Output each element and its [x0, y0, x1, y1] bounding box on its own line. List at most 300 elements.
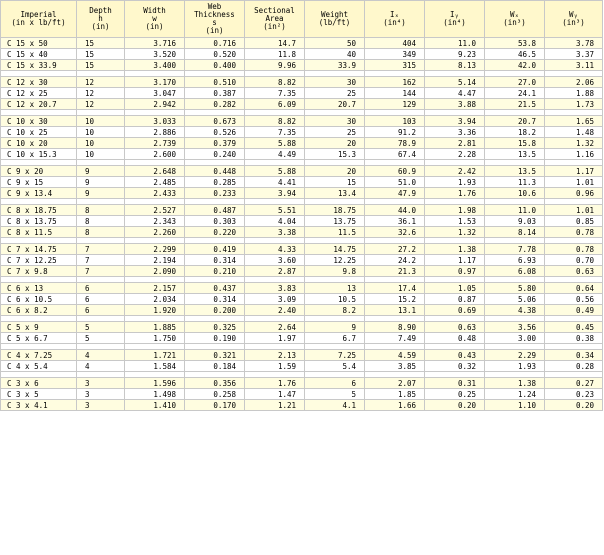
cell-imperial: C 9 x 15 — [1, 177, 77, 188]
cell-weight: 33.9 — [305, 60, 365, 71]
cell-depth: 12 — [77, 99, 125, 110]
column-header-line: Web — [207, 2, 222, 11]
cell-weight: 14.75 — [305, 244, 365, 255]
table-row — [1, 350, 603, 361]
cell-weight: 50 — [305, 38, 365, 49]
cell-web-thickness: 0.387 — [185, 88, 245, 99]
cell-imperial: C 10 x 30 — [1, 116, 77, 127]
column-header-line: (in) — [205, 26, 224, 35]
cell-sectional-area: 2.64 — [245, 322, 305, 333]
cell-iy: 1.17 — [425, 255, 485, 266]
cell-iy: 4.47 — [425, 88, 485, 99]
cell-width: 2.260 — [125, 227, 185, 238]
cell-imperial: C 12 x 20.7 — [1, 99, 77, 110]
cell-imperial: C 15 x 40 — [1, 49, 77, 60]
cell-wx: 1.24 — [485, 389, 545, 400]
cell-web-thickness: 0.487 — [185, 205, 245, 216]
cell-width: 3.716 — [125, 38, 185, 49]
column-header-line: (in) — [91, 22, 110, 31]
cell-sectional-area: 3.38 — [245, 227, 305, 238]
cell-ix: 7.49 — [365, 333, 425, 344]
cell-depth: 3 — [77, 389, 125, 400]
cell-ix: 349 — [365, 49, 425, 60]
table-header — [1, 1, 603, 38]
cell-web-thickness: 0.170 — [185, 400, 245, 411]
cell-iy: 5.14 — [425, 77, 485, 88]
cell-weight: 13.75 — [305, 216, 365, 227]
table-row — [1, 188, 603, 199]
column-header-sectional-area — [245, 1, 305, 38]
cell-imperial: C 10 x 20 — [1, 138, 77, 149]
cell-wx: 10.6 — [485, 188, 545, 199]
cell-web-thickness: 0.285 — [185, 177, 245, 188]
cell-depth: 9 — [77, 166, 125, 177]
cell-sectional-area: 1.59 — [245, 361, 305, 372]
cell-ix: 60.9 — [365, 166, 425, 177]
cell-ix: 27.2 — [365, 244, 425, 255]
cell-width: 2.090 — [125, 266, 185, 277]
cell-depth: 12 — [77, 88, 125, 99]
cell-weight: 4.1 — [305, 400, 365, 411]
cell-depth: 6 — [77, 283, 125, 294]
column-header-line: s — [212, 18, 217, 27]
cell-iy: 0.31 — [425, 378, 485, 389]
cell-ix: 2.07 — [365, 378, 425, 389]
cell-width: 3.047 — [125, 88, 185, 99]
table-row — [1, 389, 603, 400]
cell-web-thickness: 0.240 — [185, 149, 245, 160]
cell-iy: 0.20 — [425, 400, 485, 411]
cell-sectional-area: 1.76 — [245, 378, 305, 389]
cell-ix: 47.9 — [365, 188, 425, 199]
cell-imperial: C 4 x 5.4 — [1, 361, 77, 372]
cell-width: 2.600 — [125, 149, 185, 160]
cell-ix: 315 — [365, 60, 425, 71]
cell-sectional-area: 4.41 — [245, 177, 305, 188]
cell-iy: 1.53 — [425, 216, 485, 227]
cell-sectional-area: 3.60 — [245, 255, 305, 266]
cell-web-thickness: 0.356 — [185, 378, 245, 389]
cell-wx: 6.93 — [485, 255, 545, 266]
cell-web-thickness: 0.220 — [185, 227, 245, 238]
cell-sectional-area: 5.51 — [245, 205, 305, 216]
cell-width: 1.920 — [125, 305, 185, 316]
cell-ix: 32.6 — [365, 227, 425, 238]
cell-imperial: C 5 x 9 — [1, 322, 77, 333]
column-header-width — [125, 1, 185, 38]
table-row — [1, 60, 603, 71]
column-header-line: Area — [265, 14, 284, 23]
cell-width: 3.400 — [125, 60, 185, 71]
cell-width: 2.299 — [125, 244, 185, 255]
cell-imperial: C 4 x 7.25 — [1, 350, 77, 361]
cell-wx: 11.0 — [485, 205, 545, 216]
cell-wy: 1.01 — [545, 177, 603, 188]
cell-imperial: C 6 x 13 — [1, 283, 77, 294]
table-row — [1, 227, 603, 238]
cell-width: 2.485 — [125, 177, 185, 188]
cell-web-thickness: 0.673 — [185, 116, 245, 127]
table-row — [1, 99, 603, 110]
cell-depth: 10 — [77, 138, 125, 149]
cell-weight: 15 — [305, 177, 365, 188]
cell-wy: 0.63 — [545, 266, 603, 277]
cell-web-thickness: 0.200 — [185, 305, 245, 316]
cell-depth: 10 — [77, 127, 125, 138]
cell-wy: 0.96 — [545, 188, 603, 199]
cell-width: 3.033 — [125, 116, 185, 127]
cell-sectional-area: 2.13 — [245, 350, 305, 361]
cell-wx: 53.8 — [485, 38, 545, 49]
cell-weight: 9 — [305, 322, 365, 333]
cell-depth: 8 — [77, 216, 125, 227]
cell-web-thickness: 0.510 — [185, 77, 245, 88]
table-row — [1, 255, 603, 266]
cell-wx: 15.8 — [485, 138, 545, 149]
cell-web-thickness: 0.321 — [185, 350, 245, 361]
column-header-depth — [77, 1, 125, 38]
cell-width: 2.942 — [125, 99, 185, 110]
cell-imperial: C 3 x 4.1 — [1, 400, 77, 411]
cell-web-thickness: 0.716 — [185, 38, 245, 49]
cell-imperial: C 12 x 30 — [1, 77, 77, 88]
cell-depth: 15 — [77, 49, 125, 60]
cell-iy: 3.36 — [425, 127, 485, 138]
cell-wy: 0.38 — [545, 333, 603, 344]
cell-ix: 1.66 — [365, 400, 425, 411]
cell-wx: 9.03 — [485, 216, 545, 227]
cell-wy: 0.78 — [545, 244, 603, 255]
cell-weight: 13 — [305, 283, 365, 294]
cell-wy: 0.78 — [545, 227, 603, 238]
table-body — [1, 38, 603, 411]
cell-iy: 0.87 — [425, 294, 485, 305]
cell-imperial: C 8 x 18.75 — [1, 205, 77, 216]
cell-wy: 0.70 — [545, 255, 603, 266]
cell-depth: 9 — [77, 177, 125, 188]
cell-sectional-area: 4.49 — [245, 149, 305, 160]
table-row — [1, 77, 603, 88]
cell-wy: 0.23 — [545, 389, 603, 400]
column-header-line: Imperial — [20, 10, 57, 19]
cell-iy: 0.48 — [425, 333, 485, 344]
cell-ix: 36.1 — [365, 216, 425, 227]
header-row — [1, 1, 603, 38]
cell-imperial: C 7 x 9.8 — [1, 266, 77, 277]
cell-sectional-area: 6.09 — [245, 99, 305, 110]
cell-web-thickness: 0.233 — [185, 188, 245, 199]
cell-web-thickness: 0.325 — [185, 322, 245, 333]
cell-sectional-area: 7.35 — [245, 88, 305, 99]
cell-web-thickness: 0.437 — [185, 283, 245, 294]
cell-wx: 5.06 — [485, 294, 545, 305]
cell-web-thickness: 0.258 — [185, 389, 245, 400]
cell-wy: 0.45 — [545, 322, 603, 333]
cell-ix: 3.85 — [365, 361, 425, 372]
column-header-ix — [365, 1, 425, 38]
cell-iy: 1.05 — [425, 283, 485, 294]
cell-ix: 4.59 — [365, 350, 425, 361]
cell-ix: 103 — [365, 116, 425, 127]
cell-depth: 10 — [77, 149, 125, 160]
cell-wx: 8.14 — [485, 227, 545, 238]
cell-sectional-area: 8.82 — [245, 116, 305, 127]
column-header-line: (in²) — [263, 22, 286, 31]
cell-ix: 162 — [365, 77, 425, 88]
cell-weight: 18.75 — [305, 205, 365, 216]
cell-imperial: C 6 x 8.2 — [1, 305, 77, 316]
cell-imperial: C 8 x 13.75 — [1, 216, 77, 227]
cell-wy: 1.88 — [545, 88, 603, 99]
column-header-wx — [485, 1, 545, 38]
cell-ix: 8.90 — [365, 322, 425, 333]
cell-wy: 0.34 — [545, 350, 603, 361]
cell-imperial: C 6 x 10.5 — [1, 294, 77, 305]
column-header-line: w — [152, 14, 157, 23]
cell-iy: 1.32 — [425, 227, 485, 238]
cell-web-thickness: 0.282 — [185, 99, 245, 110]
cell-wy: 3.11 — [545, 60, 603, 71]
cell-sectional-area: 3.09 — [245, 294, 305, 305]
cell-wx: 2.29 — [485, 350, 545, 361]
cell-depth: 8 — [77, 227, 125, 238]
cell-wx: 27.0 — [485, 77, 545, 88]
cell-weight: 13.4 — [305, 188, 365, 199]
cell-imperial: C 3 x 5 — [1, 389, 77, 400]
column-header-line: Weight — [320, 10, 349, 19]
cell-sectional-area: 5.88 — [245, 138, 305, 149]
cell-web-thickness: 0.314 — [185, 255, 245, 266]
cell-iy: 3.94 — [425, 116, 485, 127]
cell-weight: 20 — [305, 138, 365, 149]
cell-iy: 0.63 — [425, 322, 485, 333]
table-row — [1, 322, 603, 333]
cell-ix: 21.3 — [365, 266, 425, 277]
cell-web-thickness: 0.526 — [185, 127, 245, 138]
cell-width: 2.034 — [125, 294, 185, 305]
cell-iy: 0.97 — [425, 266, 485, 277]
cell-depth: 5 — [77, 322, 125, 333]
table-row — [1, 205, 603, 216]
cell-weight: 20.7 — [305, 99, 365, 110]
cell-ix: 78.9 — [365, 138, 425, 149]
cell-sectional-area: 2.87 — [245, 266, 305, 277]
cell-wx: 13.5 — [485, 149, 545, 160]
cell-wy: 3.78 — [545, 38, 603, 49]
cell-depth: 7 — [77, 266, 125, 277]
table-row — [1, 333, 603, 344]
cell-weight: 30 — [305, 116, 365, 127]
cell-weight: 15.3 — [305, 149, 365, 160]
cell-depth: 6 — [77, 294, 125, 305]
cell-iy: 2.42 — [425, 166, 485, 177]
cell-sectional-area: 11.8 — [245, 49, 305, 60]
column-header-line: h — [98, 14, 103, 23]
cell-wx: 24.1 — [485, 88, 545, 99]
column-header-line: Width — [143, 6, 166, 15]
column-header-line: Sectional — [254, 6, 295, 15]
cell-wy: 1.01 — [545, 205, 603, 216]
table-row — [1, 283, 603, 294]
column-header-wy — [545, 1, 603, 38]
cell-ix: 67.4 — [365, 149, 425, 160]
cell-weight: 7.25 — [305, 350, 365, 361]
cell-sectional-area: 4.33 — [245, 244, 305, 255]
cell-sectional-area: 7.35 — [245, 127, 305, 138]
cell-wy: 1.73 — [545, 99, 603, 110]
cell-iy: 9.23 — [425, 49, 485, 60]
cell-web-thickness: 0.400 — [185, 60, 245, 71]
cell-web-thickness: 0.419 — [185, 244, 245, 255]
cell-wy: 2.06 — [545, 77, 603, 88]
cell-imperial: C 15 x 33.9 — [1, 60, 77, 71]
cell-ix: 24.2 — [365, 255, 425, 266]
cell-weight: 10.5 — [305, 294, 365, 305]
cell-wx: 1.38 — [485, 378, 545, 389]
cell-wx: 5.80 — [485, 283, 545, 294]
cell-web-thickness: 0.379 — [185, 138, 245, 149]
cell-ix: 15.2 — [365, 294, 425, 305]
cell-wx: 6.08 — [485, 266, 545, 277]
cell-wx: 42.0 — [485, 60, 545, 71]
cell-sectional-area: 2.40 — [245, 305, 305, 316]
cell-sectional-area: 5.88 — [245, 166, 305, 177]
cell-wy: 3.37 — [545, 49, 603, 60]
cell-wy: 0.85 — [545, 216, 603, 227]
cell-depth: 15 — [77, 38, 125, 49]
cell-sectional-area: 3.83 — [245, 283, 305, 294]
cell-iy: 1.93 — [425, 177, 485, 188]
cell-width: 2.527 — [125, 205, 185, 216]
column-header-weight — [305, 1, 365, 38]
table-row — [1, 149, 603, 160]
cell-width: 1.750 — [125, 333, 185, 344]
cell-iy: 8.13 — [425, 60, 485, 71]
cell-sectional-area: 9.96 — [245, 60, 305, 71]
table-row — [1, 177, 603, 188]
cell-width: 2.433 — [125, 188, 185, 199]
cell-weight: 25 — [305, 88, 365, 99]
cell-wy: 0.49 — [545, 305, 603, 316]
cell-sectional-area: 1.21 — [245, 400, 305, 411]
cell-imperial: C 12 x 25 — [1, 88, 77, 99]
table-row — [1, 400, 603, 411]
cell-weight: 5.4 — [305, 361, 365, 372]
cell-depth: 7 — [77, 255, 125, 266]
cell-width: 2.157 — [125, 283, 185, 294]
table-row — [1, 244, 603, 255]
cell-sectional-area: 4.04 — [245, 216, 305, 227]
cell-width: 2.648 — [125, 166, 185, 177]
cell-iy: 1.38 — [425, 244, 485, 255]
cell-iy: 0.69 — [425, 305, 485, 316]
table-row — [1, 138, 603, 149]
cell-wx: 18.2 — [485, 127, 545, 138]
cell-width: 2.739 — [125, 138, 185, 149]
cell-width: 3.520 — [125, 49, 185, 60]
cell-width: 1.721 — [125, 350, 185, 361]
cell-width: 2.343 — [125, 216, 185, 227]
table-row — [1, 116, 603, 127]
cell-imperial: C 3 x 6 — [1, 378, 77, 389]
cell-width: 1.410 — [125, 400, 185, 411]
cell-ix: 17.4 — [365, 283, 425, 294]
table-row — [1, 305, 603, 316]
column-header-line: (in x lb/ft) — [11, 18, 66, 27]
cell-depth: 12 — [77, 77, 125, 88]
table-row — [1, 361, 603, 372]
cell-imperial: C 9 x 20 — [1, 166, 77, 177]
cell-weight: 25 — [305, 127, 365, 138]
cell-wy: 1.48 — [545, 127, 603, 138]
cell-depth: 5 — [77, 333, 125, 344]
cell-imperial: C 10 x 15.3 — [1, 149, 77, 160]
cell-weight: 20 — [305, 166, 365, 177]
cell-weight: 9.8 — [305, 266, 365, 277]
column-header-imperial — [1, 1, 77, 38]
column-header-line: Iᵧ — [449, 10, 460, 19]
cell-iy: 1.76 — [425, 188, 485, 199]
cell-weight: 8.2 — [305, 305, 365, 316]
cell-sectional-area: 1.47 — [245, 389, 305, 400]
cell-ix: 51.0 — [365, 177, 425, 188]
column-header-line: (in⁴) — [443, 18, 466, 27]
cell-weight: 30 — [305, 77, 365, 88]
column-header-line: Wₓ — [509, 10, 520, 19]
cell-width: 1.596 — [125, 378, 185, 389]
table-row — [1, 216, 603, 227]
cell-ix: 91.2 — [365, 127, 425, 138]
cell-width: 1.498 — [125, 389, 185, 400]
table-row — [1, 266, 603, 277]
cell-wx: 4.38 — [485, 305, 545, 316]
cell-wx: 46.5 — [485, 49, 545, 60]
cell-width: 2.194 — [125, 255, 185, 266]
cell-width: 3.170 — [125, 77, 185, 88]
cell-weight: 40 — [305, 49, 365, 60]
cell-imperial: C 5 x 6.7 — [1, 333, 77, 344]
cell-iy: 0.25 — [425, 389, 485, 400]
cell-iy: 3.88 — [425, 99, 485, 110]
table-row — [1, 49, 603, 60]
cell-width: 1.584 — [125, 361, 185, 372]
table-row — [1, 378, 603, 389]
cell-depth: 9 — [77, 188, 125, 199]
cell-sectional-area: 1.97 — [245, 333, 305, 344]
table-row — [1, 294, 603, 305]
cell-ix: 129 — [365, 99, 425, 110]
column-header-line: (in³) — [503, 18, 526, 27]
cell-depth: 4 — [77, 361, 125, 372]
cell-width: 2.886 — [125, 127, 185, 138]
cell-iy: 0.43 — [425, 350, 485, 361]
cell-imperial: C 10 x 25 — [1, 127, 77, 138]
cell-sectional-area: 8.82 — [245, 77, 305, 88]
cell-wx: 3.00 — [485, 333, 545, 344]
cell-weight: 12.25 — [305, 255, 365, 266]
cell-wx: 1.10 — [485, 400, 545, 411]
cell-ix: 144 — [365, 88, 425, 99]
cell-depth: 10 — [77, 116, 125, 127]
cell-imperial: C 15 x 50 — [1, 38, 77, 49]
column-header-line: (in) — [145, 22, 164, 31]
cell-imperial: C 7 x 12.25 — [1, 255, 77, 266]
cell-wx: 11.3 — [485, 177, 545, 188]
table-row — [1, 127, 603, 138]
cell-wy: 1.65 — [545, 116, 603, 127]
cell-iy: 2.81 — [425, 138, 485, 149]
column-header-line: Iₓ — [389, 10, 400, 19]
